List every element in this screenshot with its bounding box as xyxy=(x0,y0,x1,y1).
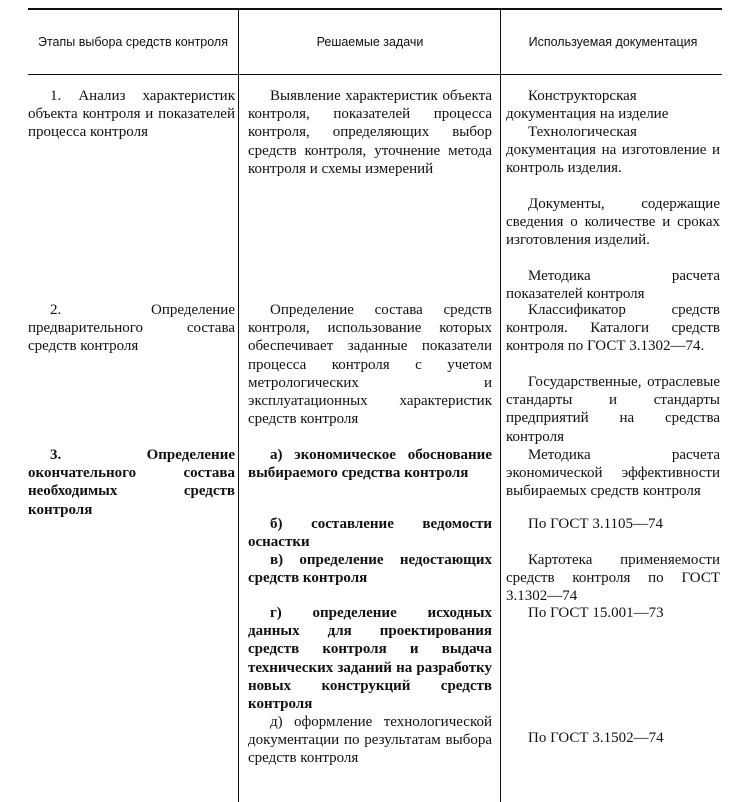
doc-2a-text: Классификатор средств контроля. Каталоги средств контроля по ГОСТ 3.1302—74. xyxy=(506,302,720,355)
task-1-text: Выявление характеристик объекта контроля, показателей процесса контроля, определяющих выбор средств контроля, уточнение метода контроля и схемы измерений xyxy=(248,88,492,177)
task-3d-text: г) определение исходных данных для проектирования средств контроля и выдача технических заданий на разработку новых конструкций средств контроля xyxy=(248,605,492,713)
task-2-text: Определение состава средств контроля, использование которых обеспечивает заданные показатели процесса контроля с учетом метрологических и эксплуатационных характеристик средств контроля xyxy=(248,302,492,428)
column-divider-2 xyxy=(500,8,501,802)
doc-3e-text: По ГОСТ 3.1502—74 xyxy=(528,730,664,746)
header-stages: Этапы выбора средств контроля xyxy=(37,35,228,49)
header-bottom-rule xyxy=(28,74,722,75)
doc-1a-text: Конструкторская документация на изделие xyxy=(506,88,669,123)
task-3a-text: а) экономическое обоснование выбираемого средства контроля xyxy=(248,447,492,482)
stage-3-text: 3. Определение окончательного состава необходимых средств контроля xyxy=(28,447,235,518)
doc-1b-text: Технологическая документация на изготовление и контроль изделия. xyxy=(506,124,720,177)
doc-3a-text: Методика расчета экономической эффективности выбираемых средств контроля xyxy=(506,447,720,500)
stage-2-text: 2. Определение предварительного состава средств контроля xyxy=(28,302,235,355)
doc-3c-text: Картотека применяемости средств контроля по ГОСТ 3.1302—74 xyxy=(506,552,720,605)
doc-1c-text: Документы, содержащие сведения о количестве и сроках изготовления изделий. xyxy=(506,196,720,249)
task-3c-text: в) определение недостающих средств контроля xyxy=(248,552,492,587)
stage-1-text: 1. Анализ характеристик объекта контроля и показателей процесса контроля xyxy=(28,88,235,141)
task-3e-text: д) оформление технологической документации по результатам выбора средств контроля xyxy=(248,714,492,767)
header-documentation: Используемая документация xyxy=(528,35,698,49)
task-3b-text: б) составление ведомости оснастки xyxy=(248,516,492,551)
doc-3d-text: По ГОСТ 15.001—73 xyxy=(528,605,664,621)
column-divider-1 xyxy=(238,8,239,802)
doc-1d-text: Методика расчета показателей контроля xyxy=(506,268,720,303)
doc-3b-text: По ГОСТ 3.1105—74 xyxy=(528,516,664,532)
doc-2b-text: Государственные, отраслевые стандарты и стандарты предприятий на средства контроля xyxy=(506,374,720,445)
header-tasks: Решаемые задачи xyxy=(316,35,424,49)
